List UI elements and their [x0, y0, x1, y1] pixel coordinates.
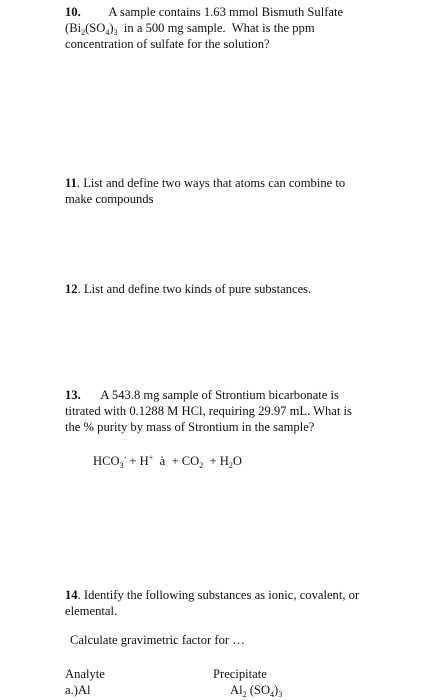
question-12-number: 12: [65, 282, 78, 296]
question-13-text-line3: the % purity by mass of Strontium in the sample?: [65, 420, 315, 434]
question-10-line2: ($Bi_2(SO_4)_3$ in a 500 mg sample. What is the ppm: [65, 21, 315, 37]
question-10-line1: [65, 4, 425, 20]
question-11: [65, 175, 425, 207]
question-14-number: 14: [65, 588, 78, 602]
question-10-text-line2: in a 500 mg sample. What is the ppm: [117, 21, 315, 35]
question-14-text-line2: elemental.: [65, 604, 118, 618]
column-header-precipitate: Precipitate: [213, 667, 267, 681]
question-10-number: 10.: [65, 5, 81, 19]
question-10: [65, 4, 425, 52]
question-13: [65, 387, 425, 435]
question-14: [65, 587, 425, 619]
question-13-text-line1: A 543.8 mg sample of Strontium bicarbonate is: [100, 388, 339, 402]
precipitate-row-1: $Al_2$ $(SO_4)_3$: [230, 683, 283, 699]
question-13-text-line2: titrated with 0.1288 M HCl, requiring 29.97 mL. What is: [65, 404, 352, 418]
column-header-analyte: Analyte: [65, 667, 105, 681]
question-12: [65, 281, 425, 297]
question-11-text-line2: make compounds: [65, 192, 154, 206]
question-13-number: 13.: [65, 388, 81, 402]
question-11-text-line1: . List and define two ways that atoms can combine to: [76, 176, 346, 190]
question-12-text: . List and define two kinds of pure substances.: [77, 282, 312, 296]
question-11-number: 11: [65, 176, 77, 190]
question-10-text-line1: A sample contains 1.63 mmol Bismuth Sulfate: [108, 5, 344, 19]
chemical-equation: $HCO_3^- + H^+$ à + $CO_2 + H_2O$: [93, 453, 242, 470]
question-10-line3: concentration of sulfate for the solution?: [65, 37, 270, 51]
question-14-text-line1: . Identify the following substances as ionic, covalent, or: [77, 588, 360, 602]
arrow-glyph: à: [153, 454, 172, 468]
gravimetric-heading: Calculate gravimetric factor for …: [70, 633, 245, 647]
analyte-row-1: a.)Al: [65, 683, 91, 697]
